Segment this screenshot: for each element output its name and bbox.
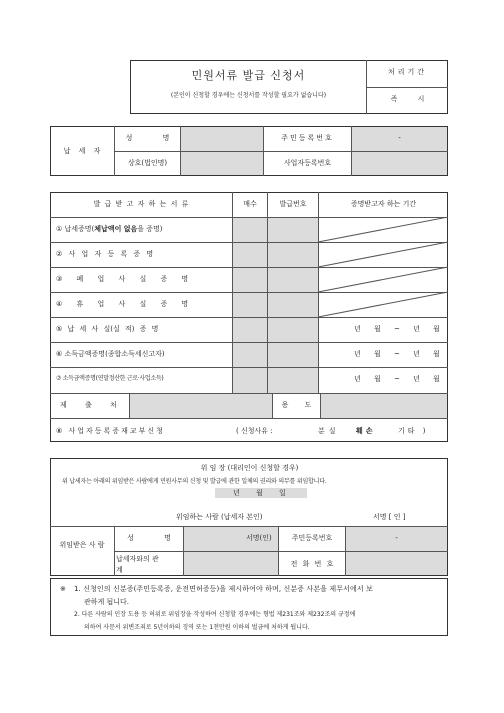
- delegator-seal: 서명 [ 인 ]: [373, 513, 406, 521]
- period-row-5: 년 월 ~ 년 월: [354, 325, 440, 333]
- delegate-name-label: 성 명: [127, 534, 171, 542]
- note-1-line-b: 관하게 됩니다.: [84, 598, 130, 606]
- delegate-relation-label: 납세자와의 관 계: [116, 555, 159, 574]
- col-count-header: 매수: [243, 200, 257, 208]
- delegator-label: 위임하는 사람 (납세자 본인): [176, 513, 263, 521]
- doc-item-6[interactable]: ⑥ 소득금액증명(종합소득세신고자): [56, 350, 165, 358]
- reason-open: ( 신청사유 :: [236, 427, 273, 435]
- taxpayer-resident-dash: -: [398, 134, 401, 142]
- delegate-phone-label: 전 화 번 호: [290, 560, 334, 568]
- note-2-line-b: 의하여 사문서 위변조죄로 5년이하의 징역 또는 1천만원 이하의 벌금에 처하게 됩니다.: [84, 624, 310, 631]
- period-strike-lines: [318, 217, 448, 317]
- doc-item-3[interactable]: ③ 폐 업 사 실 증 명: [56, 275, 189, 283]
- delegate-label: 위임받은 사 람: [59, 541, 105, 549]
- taxpayer-biz-no-label: 사업자등록번호: [283, 159, 332, 167]
- taxpayer-resident-no-label: 주민등록번호: [281, 134, 334, 142]
- delegate-resident-dash: -: [395, 534, 398, 542]
- delegate-sign: 서명(인): [246, 534, 272, 542]
- col-number-header: 발급번호: [279, 200, 307, 208]
- form-title: 민원서류 발급 신청서: [191, 69, 306, 82]
- doc-item-1[interactable]: ① 납세증명(체납액이 없음을 증명): [56, 225, 163, 233]
- notes-mark: ※: [60, 585, 66, 593]
- note-1-line-a: 1. 신청인의 신분증(주민등록증, 운전면허증등)을 제시하여야 하며, 신분증 사본을 제무서에서 보: [74, 585, 373, 593]
- col-doc-header: 발 급 받 고 자 하 는 서 류: [93, 200, 190, 208]
- col-period-header: 증명받고자 하는 기간: [350, 200, 417, 208]
- reason-damaged[interactable]: 훼손: [356, 427, 376, 435]
- use-label: 용 도: [281, 401, 312, 409]
- delegation-text: 위 납세자는 아래의 위임받은 사람에게 민원사무의 신청 및 발급에 관한 일체의 권리와 의무를 위임합니다.: [62, 478, 327, 485]
- form-subtitle: (본인이 신청할 경우에는 신청서를 작성할 필요가 없습니다): [170, 92, 327, 99]
- delegation-date: 년 월 일: [233, 489, 286, 497]
- processing-period-label: 처리기간: [387, 68, 428, 76]
- reason-other[interactable]: 기타 ): [398, 427, 429, 435]
- doc-item-4[interactable]: ④ 휴 업 사 실 증 명: [56, 300, 189, 308]
- taxpayer-name-label: 성 명: [125, 134, 170, 142]
- doc-item-7[interactable]: ⑦ 소득금액증명(연말정산한 근로·사업소득): [56, 375, 164, 382]
- doc-item-5[interactable]: ⑤ 납 세 사 실(실 적) 증 명: [56, 325, 159, 333]
- taxpayer-section-label: 납 세 자: [63, 147, 101, 155]
- delegation-title: 위 임 장 (대리인이 신청할 경우): [200, 464, 299, 472]
- period-row-7: 년 월 ~ 년 월: [354, 375, 440, 383]
- doc-item-2[interactable]: ② 사 업 자 등 록 증 명: [56, 250, 154, 258]
- period-row-6: 년 월 ~ 년 월: [354, 350, 440, 358]
- taxpayer-company-label: 상호(법인명): [127, 159, 168, 167]
- reason-lost[interactable]: 분실: [318, 427, 340, 435]
- delegate-resident-no-label: 주민등록번호: [291, 534, 333, 542]
- note-2-line-a: 2. 다른 사람의 인장 도용 등 허위로 위임장을 작성하여 신청할 경우에는 형법 제231조와 제232조의 규정에: [74, 611, 356, 618]
- processing-period-value: 즉 시: [390, 95, 425, 103]
- submit-to-label: 제 출 처: [60, 401, 117, 409]
- reissue-request: ⑧ 사업자등록증재교부신청: [56, 427, 165, 435]
